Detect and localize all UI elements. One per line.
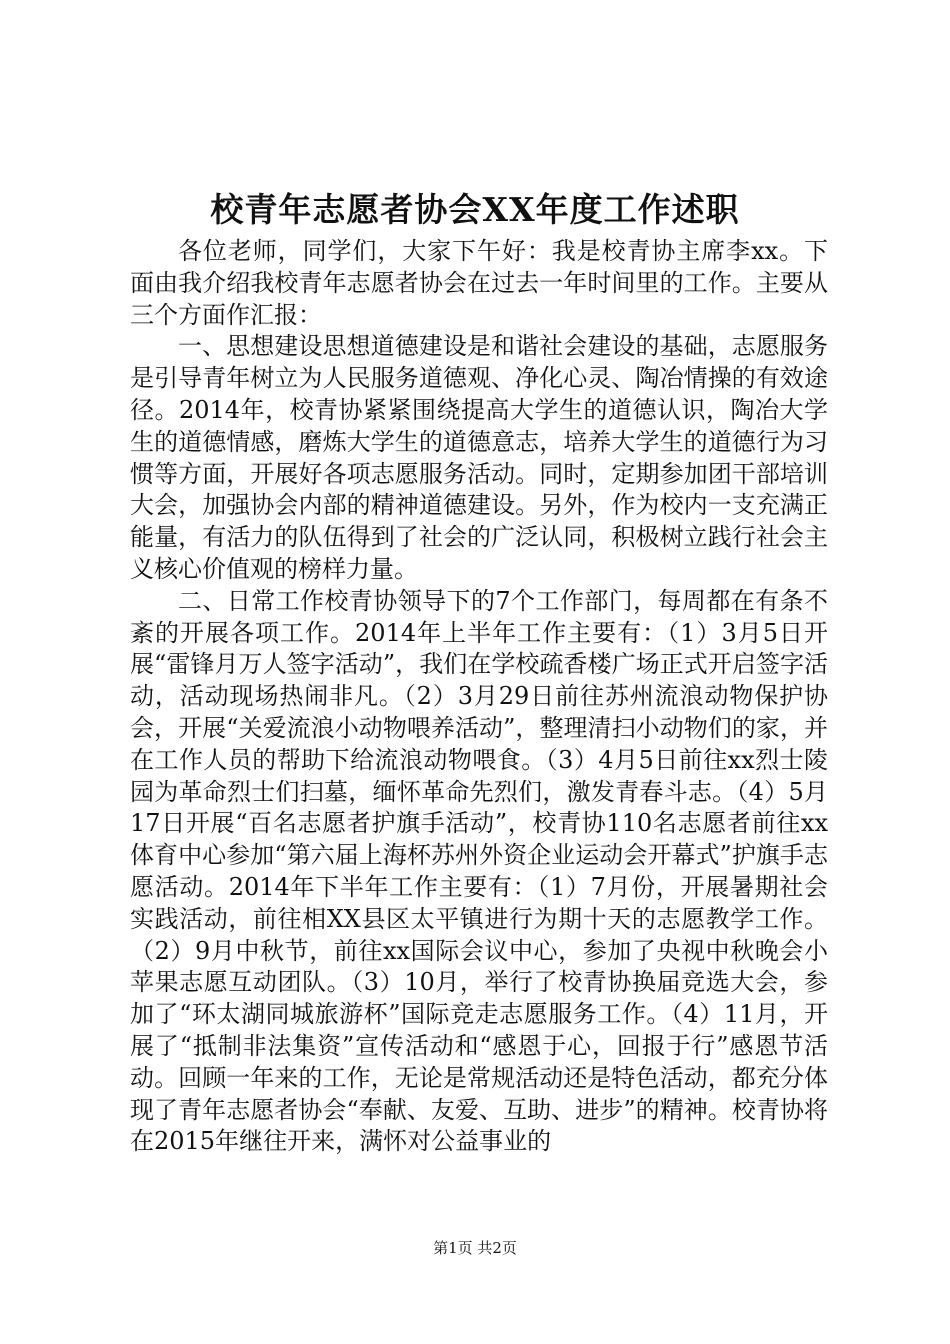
document-title: 校青年志愿者协会XX年度工作述职: [210, 190, 740, 229]
page-number-footer: 第1页 共2页: [433, 1239, 517, 1257]
paragraph-ideological-construction: 一、思想建设思想道德建设是和谐社会建设的基础，志愿服务是引导青年树立为人民服务道德观、净化心灵、陶冶情操的有效途径。2014年，校青协紧紧围绕提高大学生的道德认识，陶冶大学生的道德情感，磨炼大学生的道德意志，培养大学生的道德行为习惯等方面，开展好各项志愿服务活动。同时，定期参加团干部培训大会，加强协会内部的精神道德建设。另外，作为校内一支充满正能量，有活力的队伍得到了社会的广泛认同，积极树立践行社会主义核心价值观的榜样力量。: [130, 332, 828, 583]
paragraph-daily-work: 二、日常工作校青协领导下的7个工作部门，每周都在有条不紊的开展各项工作。2014年上半年工作主要有：（1）3月5日开展“雷锋月万人签字活动”，我们在学校疏香楼广场正式开启签字活动，活动现场热闹非凡。（2）3月29日前往苏州流浪动物保护协会，开展“关爱流浪小动物喂养活动”，整理清扫小动物们的家，并在工作人员的帮助下给流浪动物喂食。（3）4月5日前往xx烈士陵园为革命烈士们扫墓，缅怀革命先烈们，激发青春斗志。（4）5月17日开展“百名志愿者护旗手活动”，校青协110名志愿者前往xx体育中心参加“第六届上海杯苏州外资企业运动会开幕式”护旗手志愿活动。2014年下半年工作主要有：（1）7月份，开展暑期社会实践活动，前往相XX县区太平镇进行为期十天的志愿教学工作。（2）9月中秋节，前往xx国际会议中心，参加了央视中秋晚会小苹果志愿互动团队。（3）10月，举行了校青协换届竞选大会，参加了“环太湖同城旅游杯”国际竞走志愿服务工作。（4）11月，开展了“抵制非法集资”宣传活动和“感恩于心，回报于行”感恩节活动。回顾一年来的工作，无论是常规活动还是特色活动，都充分体现了青年志愿者协会“奉献、友爱、互助、进步”的精神。校青协将在2015年继往开来，满怀对公益事业的: [130, 586, 828, 1156]
document-body: [130, 236, 828, 1158]
paragraph-greeting: 各位老师，同学们，大家下午好：我是校青协主席李xx。下面由我介绍我校青年志愿者协会在过去一年时间里的工作。主要从三个方面作汇报：: [130, 237, 828, 329]
